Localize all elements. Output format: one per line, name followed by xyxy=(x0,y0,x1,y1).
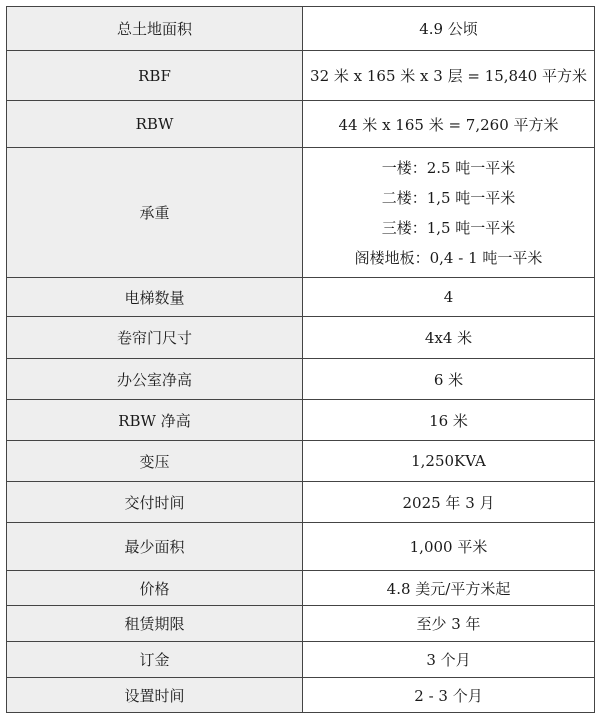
row-value-minimum-area: 1,000 平米 xyxy=(303,523,595,571)
table-row xyxy=(7,482,595,523)
row-label-minimum-area: 最少面积 xyxy=(7,523,303,571)
row-value-rbw: 44 米 x 165 米 = 7,260 平方米 xyxy=(303,101,595,148)
row-label-rbw-clear-height: RBW 净高 xyxy=(7,400,303,441)
table-row xyxy=(7,101,595,148)
row-label-price: 价格 xyxy=(7,571,303,606)
row-value-setup-time: 2 - 3 个月 xyxy=(303,678,595,713)
property-spec-table xyxy=(6,6,595,713)
row-value-load-capacity xyxy=(303,148,595,278)
row-value-rolling-door-size: 4x4 米 xyxy=(303,317,595,359)
load-line-second-floor: 二楼：1,5 吨一平米 xyxy=(381,189,516,207)
table-row xyxy=(7,571,595,606)
table-row xyxy=(7,678,595,713)
row-value-transformer: 1,250KVA xyxy=(303,441,595,482)
row-value-price: 4.8 美元/平方米起 xyxy=(303,571,595,606)
table-row xyxy=(7,441,595,482)
row-label-total-land-area: 总土地面积 xyxy=(7,7,303,51)
row-label-office-clear-height: 办公室净高 xyxy=(7,359,303,400)
row-label-delivery-time: 交付时间 xyxy=(7,482,303,523)
row-label-elevator-count: 电梯数量 xyxy=(7,278,303,317)
row-label-setup-time: 设置时间 xyxy=(7,678,303,713)
row-value-deposit: 3 个月 xyxy=(303,642,595,678)
table-row xyxy=(7,51,595,101)
table-row xyxy=(7,317,595,359)
table-row xyxy=(7,606,595,642)
load-line-third-floor: 三楼：1,5 吨一平米 xyxy=(381,219,516,237)
row-label-rbf: RBF xyxy=(7,51,303,101)
table-row xyxy=(7,642,595,678)
row-value-elevator-count: 4 xyxy=(303,278,595,317)
load-line-mezzanine: 阁楼地板：0,4 - 1 吨一平米 xyxy=(354,249,543,267)
table-row xyxy=(7,400,595,441)
table-row xyxy=(7,7,595,51)
load-line-first-floor: 一楼：2.5 吨一平米 xyxy=(381,159,516,177)
row-label-lease-term: 租赁期限 xyxy=(7,606,303,642)
row-label-rolling-door-size: 卷帘门尺寸 xyxy=(7,317,303,359)
row-value-office-clear-height: 6 米 xyxy=(303,359,595,400)
row-value-total-land-area: 4.9 公顷 xyxy=(303,7,595,51)
row-label-load-capacity: 承重 xyxy=(7,148,303,278)
table-row xyxy=(7,278,595,317)
table-row xyxy=(7,359,595,400)
row-value-lease-term: 至少 3 年 xyxy=(303,606,595,642)
row-value-rbf: 32 米 x 165 米 x 3 层 = 15,840 平方米 xyxy=(303,51,595,101)
row-value-rbw-clear-height: 16 米 xyxy=(303,400,595,441)
row-value-delivery-time: 2025 年 3 月 xyxy=(303,482,595,523)
table-row xyxy=(7,523,595,571)
row-label-deposit: 订金 xyxy=(7,642,303,678)
table-row xyxy=(7,148,595,278)
row-label-transformer: 变压 xyxy=(7,441,303,482)
row-label-rbw: RBW xyxy=(7,101,303,148)
